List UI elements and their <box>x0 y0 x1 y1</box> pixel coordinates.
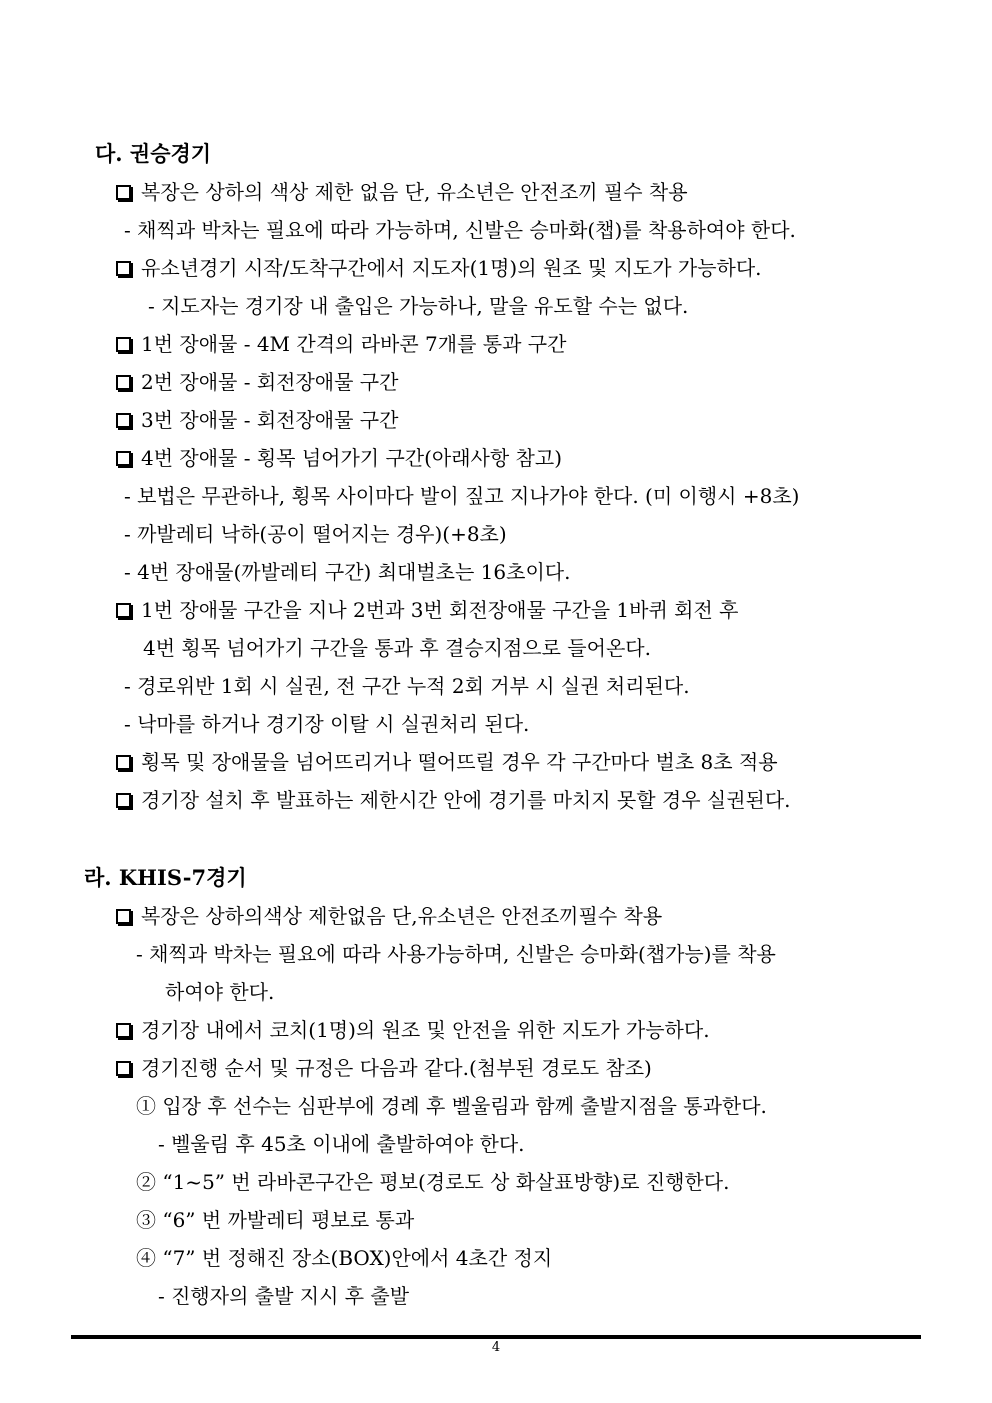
list-item: 3번 장애물 - 회전장애물 구간 <box>116 408 398 432</box>
section-heading-khis7: 라. KHIS-7경기 <box>84 865 247 890</box>
checkbox-icon <box>116 909 131 924</box>
list-item: ① 입장 후 선수는 심판부에 경례 후 벨울림과 함께 출발지점을 통과한다. <box>136 1094 767 1118</box>
list-item: ④ “7” 번 정해진 장소(BOX)안에서 4초간 정지 <box>136 1246 553 1270</box>
list-item: 복장은 상하의색상 제한없음 단,유소년은 안전조끼필수 착용 <box>116 904 662 928</box>
list-item: - 벨울림 후 45초 이내에 출발하여야 한다. <box>158 1132 525 1156</box>
checkbox-icon <box>116 755 131 770</box>
checkbox-icon <box>116 603 131 618</box>
checkbox-icon <box>116 793 131 808</box>
list-item: - 4번 장애물(까발레티 구간) 최대벌초는 16초이다. <box>124 560 571 584</box>
footer-divider <box>71 1335 921 1339</box>
list-item: 경기진행 순서 및 규정은 다음과 같다.(첨부된 경로도 참조) <box>116 1056 652 1080</box>
list-item: - 낙마를 하거나 경기장 이탈 시 실권처리 된다. <box>124 712 530 736</box>
checkbox-icon <box>116 451 131 466</box>
list-item: - 경로위반 1회 시 실권, 전 구간 누적 2회 거부 시 실권 처리된다. <box>124 674 690 698</box>
list-item: 하여야 한다. <box>165 980 275 1004</box>
list-item: - 까발레티 낙하(공이 떨어지는 경우)(+8초) <box>124 522 507 546</box>
checkbox-icon <box>116 375 131 390</box>
checkbox-icon <box>116 1061 131 1076</box>
checkbox-icon <box>116 185 131 200</box>
page-number: 4 <box>491 1340 501 1355</box>
list-item: - 지도자는 경기장 내 출입은 가능하나, 말을 유도할 수는 없다. <box>148 294 689 318</box>
list-item: ③ “6” 번 까발레티 평보로 통과 <box>136 1208 415 1232</box>
list-item: 4번 장애물 - 횡목 넘어가기 구간(아래사항 참고) <box>116 446 562 470</box>
list-item: 경기장 설치 후 발표하는 제한시간 안에 경기를 마치지 못할 경우 실권된다. <box>116 788 791 812</box>
list-item: 1번 장애물 - 4M 간격의 라바콘 7개를 통과 구간 <box>116 332 566 356</box>
section-heading-gwonseung: 다. 권승경기 <box>95 141 212 166</box>
list-item: - 진행자의 출발 지시 후 출발 <box>158 1284 410 1308</box>
list-item: 4번 횡목 넘어가기 구간을 통과 후 결승지점으로 들어온다. <box>143 636 651 660</box>
checkbox-icon <box>116 1023 131 1038</box>
checkbox-icon <box>116 413 131 428</box>
list-item: - 보법은 무관하나, 횡목 사이마다 발이 짚고 지나가야 한다. (미 이행시 +8초) <box>124 484 800 508</box>
list-item: 경기장 내에서 코치(1명)의 원조 및 안전을 위한 지도가 가능하다. <box>116 1018 710 1042</box>
list-item: 유소년경기 시작/도착구간에서 지도자(1명)의 원조 및 지도가 가능하다. <box>116 256 762 280</box>
list-item: 복장은 상하의 색상 제한 없음 단, 유소년은 안전조끼 필수 착용 <box>116 180 688 204</box>
list-item: 1번 장애물 구간을 지나 2번과 3번 회전장애물 구간을 1바퀴 회전 후 <box>116 598 738 622</box>
list-item: - 채찍과 박차는 필요에 따라 가능하며, 신발은 승마화(챕)를 착용하여야 한다. <box>124 218 796 242</box>
checkbox-icon <box>116 261 131 276</box>
list-item: 횡목 및 장애물을 넘어뜨리거나 떨어뜨릴 경우 각 구간마다 벌초 8초 적용 <box>116 750 778 774</box>
list-item: - 채찍과 박차는 필요에 따라 사용가능하며, 신발은 승마화(챕가능)를 착용 <box>136 942 776 966</box>
checkbox-icon <box>116 337 131 352</box>
list-item: 2번 장애물 - 회전장애물 구간 <box>116 370 398 394</box>
list-item: ② “1~5” 번 라바콘구간은 평보(경로도 상 화살표방향)로 진행한다. <box>136 1170 730 1194</box>
